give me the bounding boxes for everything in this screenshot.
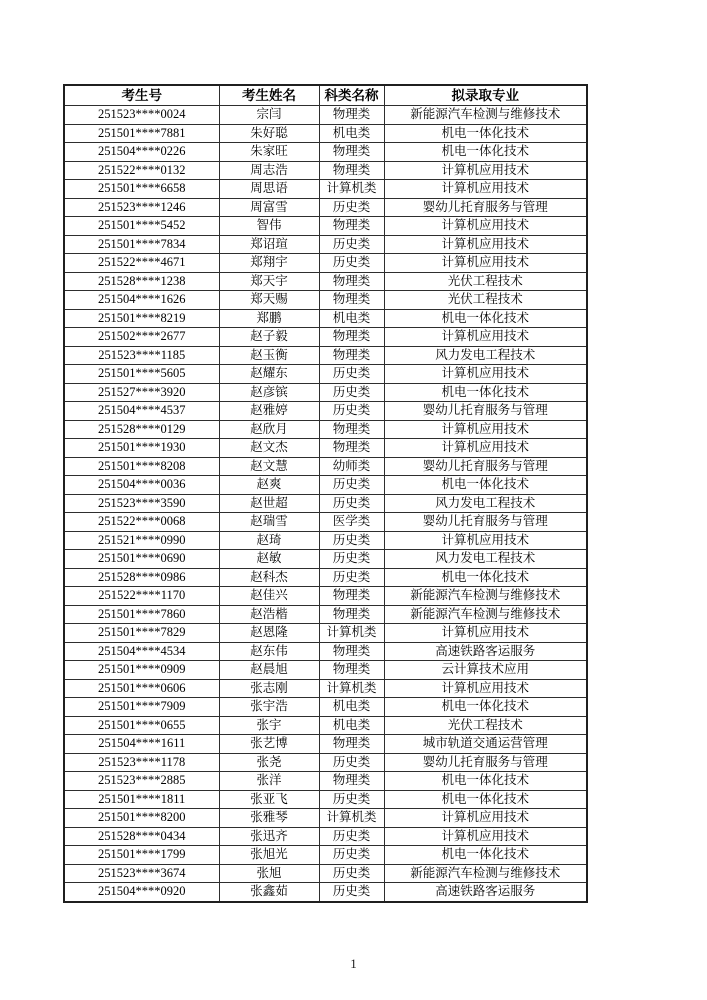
cell-candidate-id: 251528****1238 <box>64 272 219 291</box>
cell-subject-category: 历史类 <box>319 883 384 902</box>
cell-subject-category: 历史类 <box>319 753 384 772</box>
table-row <box>64 846 587 865</box>
cell-proposed-major: 风力发电工程技术 <box>384 550 587 569</box>
cell-candidate-name: 赵恩隆 <box>219 624 319 643</box>
cell-subject-category: 物理类 <box>319 642 384 661</box>
cell-subject-category: 历史类 <box>319 494 384 513</box>
cell-proposed-major: 机电一体化技术 <box>384 790 587 809</box>
cell-candidate-id: 251501****7829 <box>64 624 219 643</box>
cell-proposed-major: 婴幼儿托育服务与管理 <box>384 402 587 421</box>
cell-candidate-id: 251501****5605 <box>64 365 219 384</box>
cell-candidate-id: 251523****0024 <box>64 106 219 125</box>
cell-candidate-name: 郑天赐 <box>219 291 319 310</box>
cell-candidate-id: 251501****8219 <box>64 309 219 328</box>
cell-candidate-name: 赵文慧 <box>219 457 319 476</box>
cell-subject-category: 物理类 <box>319 106 384 125</box>
cell-subject-category: 物理类 <box>319 328 384 347</box>
cell-candidate-id: 251501****1930 <box>64 439 219 458</box>
table-row <box>64 106 587 125</box>
table-row <box>64 494 587 513</box>
cell-candidate-name: 赵彦镔 <box>219 383 319 402</box>
table-row <box>64 716 587 735</box>
cell-candidate-name: 赵爽 <box>219 476 319 495</box>
cell-candidate-name: 赵浩楷 <box>219 605 319 624</box>
table-row <box>64 587 587 606</box>
cell-subject-category: 物理类 <box>319 420 384 439</box>
cell-proposed-major: 计算机应用技术 <box>384 827 587 846</box>
table-row <box>64 735 587 754</box>
cell-candidate-name: 宗闫 <box>219 106 319 125</box>
cell-candidate-name: 赵科杰 <box>219 568 319 587</box>
cell-proposed-major: 机电一体化技术 <box>384 143 587 162</box>
cell-subject-category: 机电类 <box>319 309 384 328</box>
cell-subject-category: 历史类 <box>319 568 384 587</box>
cell-proposed-major: 计算机应用技术 <box>384 254 587 273</box>
cell-candidate-name: 郑天宇 <box>219 272 319 291</box>
cell-subject-category: 计算机类 <box>319 180 384 199</box>
cell-candidate-id: 251501****0909 <box>64 661 219 680</box>
cell-subject-category: 物理类 <box>319 587 384 606</box>
cell-candidate-id: 251501****7860 <box>64 605 219 624</box>
cell-subject-category: 机电类 <box>319 716 384 735</box>
cell-candidate-id: 251504****0226 <box>64 143 219 162</box>
table-body <box>64 106 587 902</box>
cell-candidate-name: 周思语 <box>219 180 319 199</box>
table-row <box>64 124 587 143</box>
cell-candidate-name: 赵琦 <box>219 531 319 550</box>
table-row <box>64 420 587 439</box>
cell-candidate-id: 251528****0986 <box>64 568 219 587</box>
cell-candidate-id: 251523****2885 <box>64 772 219 791</box>
cell-proposed-major: 计算机应用技术 <box>384 365 587 384</box>
cell-subject-category: 历史类 <box>319 402 384 421</box>
cell-candidate-name: 张志刚 <box>219 679 319 698</box>
cell-proposed-major: 计算机应用技术 <box>384 161 587 180</box>
table-row <box>64 328 587 347</box>
cell-proposed-major: 婴幼儿托育服务与管理 <box>384 198 587 217</box>
cell-candidate-id: 251501****0606 <box>64 679 219 698</box>
cell-candidate-name: 张尧 <box>219 753 319 772</box>
table-row <box>64 217 587 236</box>
table-row <box>64 291 587 310</box>
cell-candidate-id: 251523****1178 <box>64 753 219 772</box>
cell-candidate-id: 251523****3590 <box>64 494 219 513</box>
cell-candidate-id: 251501****1799 <box>64 846 219 865</box>
cell-candidate-name: 赵瑞雪 <box>219 513 319 532</box>
cell-candidate-name: 张鑫茹 <box>219 883 319 902</box>
table-row <box>64 864 587 883</box>
cell-proposed-major: 机电一体化技术 <box>384 383 587 402</box>
cell-candidate-id: 251501****7909 <box>64 698 219 717</box>
cell-candidate-id: 251504****0920 <box>64 883 219 902</box>
cell-subject-category: 历史类 <box>319 864 384 883</box>
cell-proposed-major: 机电一体化技术 <box>384 476 587 495</box>
cell-subject-category: 物理类 <box>319 161 384 180</box>
cell-candidate-name: 郑翔宇 <box>219 254 319 273</box>
cell-proposed-major: 计算机应用技术 <box>384 531 587 550</box>
cell-subject-category: 历史类 <box>319 254 384 273</box>
cell-proposed-major: 婴幼儿托育服务与管理 <box>384 457 587 476</box>
table-row <box>64 790 587 809</box>
table-row <box>64 254 587 273</box>
table-row <box>64 513 587 532</box>
cell-candidate-name: 赵耀东 <box>219 365 319 384</box>
cell-candidate-name: 周志浩 <box>219 161 319 180</box>
cell-proposed-major: 新能源汽车检测与维修技术 <box>384 587 587 606</box>
cell-proposed-major: 风力发电工程技术 <box>384 494 587 513</box>
cell-subject-category: 历史类 <box>319 827 384 846</box>
table-row <box>64 809 587 828</box>
cell-proposed-major: 光伏工程技术 <box>384 291 587 310</box>
cell-candidate-name: 张亚飞 <box>219 790 319 809</box>
cell-proposed-major: 计算机应用技术 <box>384 420 587 439</box>
cell-candidate-id: 251528****0129 <box>64 420 219 439</box>
cell-candidate-id: 251501****8200 <box>64 809 219 828</box>
cell-proposed-major: 机电一体化技术 <box>384 772 587 791</box>
table-row <box>64 272 587 291</box>
table-row <box>64 457 587 476</box>
admission-roster-table <box>63 84 588 903</box>
cell-candidate-name: 张洋 <box>219 772 319 791</box>
cell-proposed-major: 新能源汽车检测与维修技术 <box>384 106 587 125</box>
cell-proposed-major: 光伏工程技术 <box>384 716 587 735</box>
cell-subject-category: 幼师类 <box>319 457 384 476</box>
cell-proposed-major: 计算机应用技术 <box>384 624 587 643</box>
cell-candidate-id: 251527****3920 <box>64 383 219 402</box>
cell-subject-category: 物理类 <box>319 217 384 236</box>
table-row <box>64 346 587 365</box>
table-row <box>64 531 587 550</box>
table-row <box>64 476 587 495</box>
cell-candidate-name: 赵东伟 <box>219 642 319 661</box>
table-row <box>64 753 587 772</box>
cell-candidate-name: 张迅齐 <box>219 827 319 846</box>
table-row <box>64 550 587 569</box>
cell-proposed-major: 机电一体化技术 <box>384 309 587 328</box>
cell-subject-category: 历史类 <box>319 531 384 550</box>
cell-subject-category: 计算机类 <box>319 809 384 828</box>
cell-proposed-major: 城市轨道交通运营管理 <box>384 735 587 754</box>
cell-candidate-name: 郑鹏 <box>219 309 319 328</box>
cell-candidate-name: 赵世超 <box>219 494 319 513</box>
cell-subject-category: 医学类 <box>319 513 384 532</box>
cell-subject-category: 计算机类 <box>319 679 384 698</box>
cell-candidate-id: 251523****1185 <box>64 346 219 365</box>
cell-subject-category: 历史类 <box>319 365 384 384</box>
cell-candidate-id: 251501****8208 <box>64 457 219 476</box>
table-row <box>64 365 587 384</box>
cell-candidate-name: 赵晨旭 <box>219 661 319 680</box>
cell-proposed-major: 机电一体化技术 <box>384 698 587 717</box>
cell-candidate-id: 251501****1811 <box>64 790 219 809</box>
cell-candidate-name: 朱好聪 <box>219 124 319 143</box>
table-row <box>64 383 587 402</box>
cell-subject-category: 历史类 <box>319 476 384 495</box>
cell-subject-category: 历史类 <box>319 235 384 254</box>
col-header-candidate-name: 考生姓名 <box>219 85 319 106</box>
cell-candidate-id: 251501****0690 <box>64 550 219 569</box>
cell-candidate-name: 张艺博 <box>219 735 319 754</box>
col-header-proposed-major: 拟录取专业 <box>384 85 587 106</box>
cell-candidate-id: 251504****0036 <box>64 476 219 495</box>
cell-proposed-major: 计算机应用技术 <box>384 439 587 458</box>
cell-subject-category: 机电类 <box>319 124 384 143</box>
admission-table-container <box>63 84 588 903</box>
cell-candidate-name: 张旭光 <box>219 846 319 865</box>
cell-subject-category: 计算机类 <box>319 624 384 643</box>
cell-candidate-id: 251523****1246 <box>64 198 219 217</box>
cell-subject-category: 机电类 <box>319 698 384 717</box>
cell-subject-category: 物理类 <box>319 661 384 680</box>
cell-subject-category: 历史类 <box>319 198 384 217</box>
cell-subject-category: 物理类 <box>319 772 384 791</box>
col-header-candidate-id: 考生号 <box>64 85 219 106</box>
cell-proposed-major: 计算机应用技术 <box>384 679 587 698</box>
cell-candidate-name: 赵子毅 <box>219 328 319 347</box>
cell-candidate-id: 251501****7834 <box>64 235 219 254</box>
table-row <box>64 679 587 698</box>
cell-proposed-major: 机电一体化技术 <box>384 124 587 143</box>
cell-subject-category: 物理类 <box>319 439 384 458</box>
table-row <box>64 605 587 624</box>
cell-subject-category: 历史类 <box>319 790 384 809</box>
table-row <box>64 698 587 717</box>
table-row <box>64 402 587 421</box>
cell-candidate-id: 251504****4534 <box>64 642 219 661</box>
cell-proposed-major: 风力发电工程技术 <box>384 346 587 365</box>
cell-proposed-major: 计算机应用技术 <box>384 235 587 254</box>
cell-candidate-id: 251504****4537 <box>64 402 219 421</box>
cell-candidate-id: 251528****0434 <box>64 827 219 846</box>
cell-candidate-id: 251522****0068 <box>64 513 219 532</box>
table-row <box>64 161 587 180</box>
cell-proposed-major: 新能源汽车检测与维修技术 <box>384 864 587 883</box>
table-row <box>64 568 587 587</box>
cell-candidate-id: 251504****1626 <box>64 291 219 310</box>
cell-candidate-name: 赵玉衡 <box>219 346 319 365</box>
col-header-subject-category: 科类名称 <box>319 85 384 106</box>
table-row <box>64 772 587 791</box>
cell-candidate-id: 251522****4671 <box>64 254 219 273</box>
cell-subject-category: 物理类 <box>319 143 384 162</box>
cell-proposed-major: 婴幼儿托育服务与管理 <box>384 753 587 772</box>
cell-proposed-major: 高速铁路客运服务 <box>384 642 587 661</box>
cell-proposed-major: 计算机应用技术 <box>384 809 587 828</box>
cell-candidate-name: 郑诏瑄 <box>219 235 319 254</box>
cell-candidate-name: 周富雪 <box>219 198 319 217</box>
cell-candidate-name: 张旭 <box>219 864 319 883</box>
cell-candidate-id: 251504****1611 <box>64 735 219 754</box>
table-row <box>64 439 587 458</box>
cell-candidate-name: 赵敏 <box>219 550 319 569</box>
cell-candidate-id: 251501****0655 <box>64 716 219 735</box>
cell-proposed-major: 新能源汽车检测与维修技术 <box>384 605 587 624</box>
cell-subject-category: 物理类 <box>319 735 384 754</box>
cell-candidate-id: 251521****0990 <box>64 531 219 550</box>
table-row <box>64 309 587 328</box>
cell-subject-category: 物理类 <box>319 272 384 291</box>
cell-subject-category: 历史类 <box>319 550 384 569</box>
table-row <box>64 143 587 162</box>
cell-proposed-major: 高速铁路客运服务 <box>384 883 587 902</box>
table-row <box>64 624 587 643</box>
cell-candidate-name: 张宇浩 <box>219 698 319 717</box>
cell-candidate-name: 赵雅婷 <box>219 402 319 421</box>
cell-proposed-major: 机电一体化技术 <box>384 846 587 865</box>
cell-subject-category: 历史类 <box>319 383 384 402</box>
cell-candidate-name: 张宇 <box>219 716 319 735</box>
cell-candidate-id: 251501****7881 <box>64 124 219 143</box>
cell-proposed-major: 云计算技术应用 <box>384 661 587 680</box>
cell-candidate-id: 251501****5452 <box>64 217 219 236</box>
cell-candidate-id: 251523****3674 <box>64 864 219 883</box>
cell-proposed-major: 计算机应用技术 <box>384 180 587 199</box>
page-number: 1 <box>350 956 357 971</box>
table-row <box>64 180 587 199</box>
cell-proposed-major: 计算机应用技术 <box>384 328 587 347</box>
table-header-row <box>64 85 587 106</box>
cell-subject-category: 物理类 <box>319 291 384 310</box>
cell-candidate-id: 251502****2677 <box>64 328 219 347</box>
cell-candidate-id: 251522****0132 <box>64 161 219 180</box>
cell-candidate-id: 251501****6658 <box>64 180 219 199</box>
cell-subject-category: 物理类 <box>319 346 384 365</box>
cell-candidate-name: 朱家旺 <box>219 143 319 162</box>
table-row <box>64 661 587 680</box>
cell-candidate-id: 251522****1170 <box>64 587 219 606</box>
cell-proposed-major: 计算机应用技术 <box>384 217 587 236</box>
table-row <box>64 827 587 846</box>
table-row <box>64 883 587 902</box>
cell-candidate-name: 智伟 <box>219 217 319 236</box>
cell-proposed-major: 婴幼儿托育服务与管理 <box>384 513 587 532</box>
cell-proposed-major: 机电一体化技术 <box>384 568 587 587</box>
cell-candidate-name: 赵欣月 <box>219 420 319 439</box>
cell-proposed-major: 光伏工程技术 <box>384 272 587 291</box>
cell-subject-category: 历史类 <box>319 846 384 865</box>
table-row <box>64 198 587 217</box>
cell-candidate-name: 赵佳兴 <box>219 587 319 606</box>
cell-candidate-name: 张雅琴 <box>219 809 319 828</box>
table-row <box>64 235 587 254</box>
cell-subject-category: 物理类 <box>319 605 384 624</box>
cell-candidate-name: 赵文杰 <box>219 439 319 458</box>
table-row <box>64 642 587 661</box>
